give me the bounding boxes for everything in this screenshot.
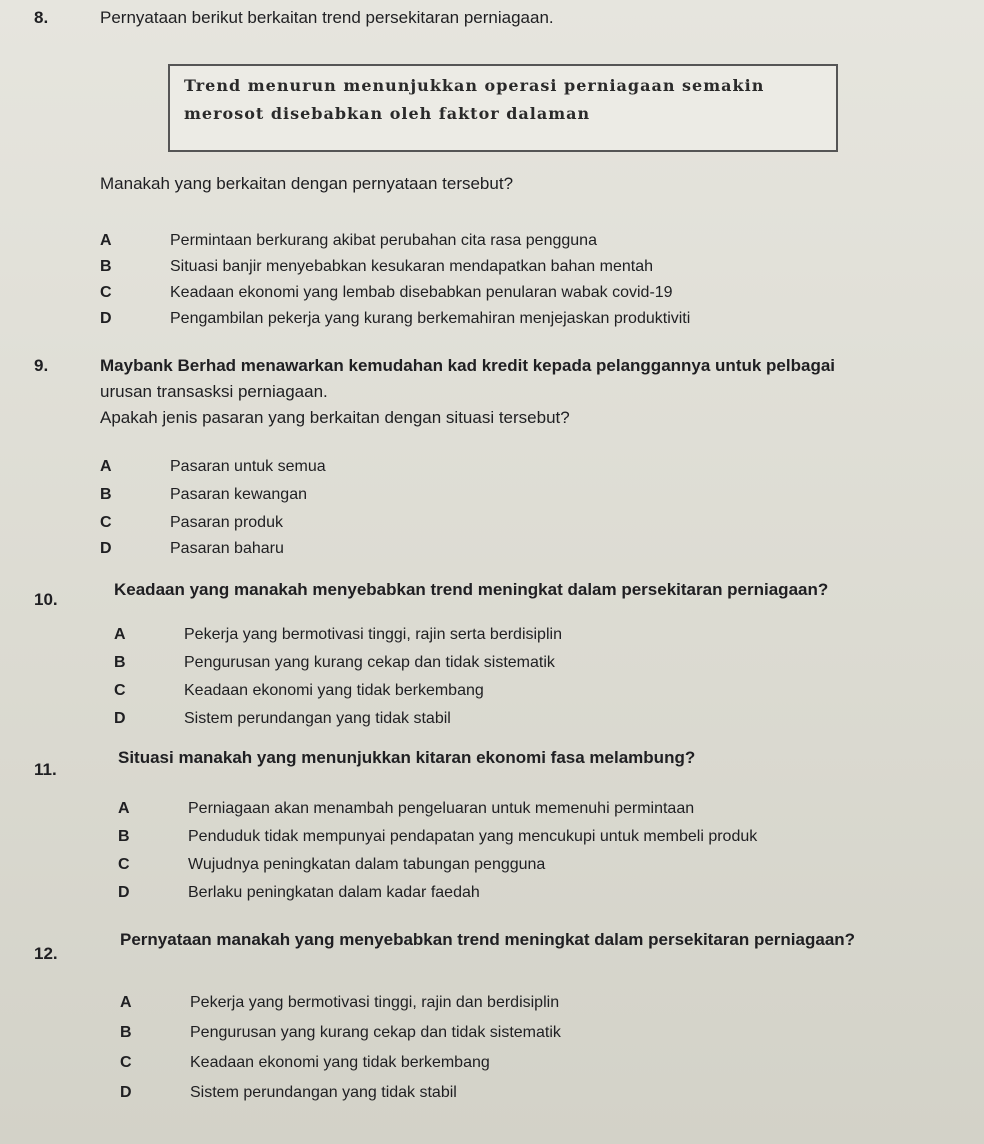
option-d[interactable] xyxy=(100,540,960,562)
option-letter: D xyxy=(100,310,112,327)
option-b[interactable] xyxy=(114,654,974,676)
question-stem: Pernyataan manakah yang menyebabkan trend meningkat dalam persekitaran perniagaan? xyxy=(120,930,856,949)
option-text: Permintaan berkurang akibat perubahan cita rasa pengguna xyxy=(170,232,597,249)
option-text: Situasi banjir menyebabkan kesukaran mendapatkan bahan mentah xyxy=(170,258,653,275)
option-letter: B xyxy=(100,258,112,275)
option-letter: A xyxy=(118,800,130,817)
option-letter: D xyxy=(120,1084,132,1101)
option-a[interactable] xyxy=(114,626,974,648)
option-text: Wujudnya peningkatan dalam tabungan pengguna xyxy=(188,856,546,873)
option-text: Sistem perundangan yang tidak stabil xyxy=(190,1084,457,1101)
option-b[interactable] xyxy=(120,1024,980,1046)
option-c[interactable] xyxy=(120,1054,980,1076)
option-text: Pengurusan yang kurang cekap dan tidak sistematik xyxy=(190,1024,561,1041)
question-number: 9. xyxy=(34,356,49,375)
question-number: 11. xyxy=(34,760,57,779)
statement-line: Trend menurun menunjukkan operasi perniagaan semakin xyxy=(184,76,765,95)
option-d[interactable] xyxy=(118,884,978,906)
option-a[interactable] xyxy=(100,232,960,254)
option-text: Keadaan ekonomi yang tidak berkembang xyxy=(190,1054,490,1071)
option-text: Pasaran baharu xyxy=(170,540,284,557)
option-letter: D xyxy=(100,540,112,557)
option-d[interactable] xyxy=(114,710,974,732)
option-letter: C xyxy=(114,682,126,699)
option-c[interactable] xyxy=(100,514,960,536)
option-b[interactable] xyxy=(100,486,960,508)
option-letter: C xyxy=(100,514,112,531)
statement-box xyxy=(168,64,838,152)
option-letter: B xyxy=(100,486,112,503)
option-letter: B xyxy=(114,654,126,671)
option-letter: D xyxy=(118,884,130,901)
option-text: Pasaran produk xyxy=(170,514,283,531)
option-letter: C xyxy=(100,284,112,301)
option-text: Pasaran untuk semua xyxy=(170,458,326,475)
option-letter: B xyxy=(118,828,130,845)
option-text: Sistem perundangan yang tidak stabil xyxy=(184,710,451,727)
option-a[interactable] xyxy=(120,994,980,1016)
question-stem: Maybank Berhad menawarkan kemudahan kad kredit kepada pelanggannya untuk pelbagai xyxy=(100,356,836,375)
option-text: Keadaan ekonomi yang lembab disebabkan penularan wabak covid-19 xyxy=(170,284,673,301)
statement-line: merosot disebabkan oleh faktor dalaman xyxy=(184,104,591,123)
option-b[interactable] xyxy=(118,828,978,850)
option-letter: A xyxy=(100,232,112,249)
option-letter: C xyxy=(120,1054,132,1071)
option-letter: D xyxy=(114,710,126,727)
question-stem: Pernyataan berikut berkaitan trend persekitaran perniagaan. xyxy=(100,8,554,27)
option-text: Berlaku peningkatan dalam kadar faedah xyxy=(188,884,480,901)
option-text: Keadaan ekonomi yang tidak berkembang xyxy=(184,682,484,699)
option-c[interactable] xyxy=(114,682,974,704)
option-text: Pekerja yang bermotivasi tinggi, rajin serta berdisiplin xyxy=(184,626,562,643)
option-c[interactable] xyxy=(100,284,960,306)
option-text: Perniagaan akan menambah pengeluaran untuk memenuhi permintaan xyxy=(188,800,695,817)
option-text: Pengurusan yang kurang cekap dan tidak sistematik xyxy=(184,654,555,671)
option-d[interactable] xyxy=(100,310,960,332)
question-prompt: Manakah yang berkaitan dengan pernyataan tersebut? xyxy=(100,174,514,193)
question-number: 12. xyxy=(34,944,58,963)
option-a[interactable] xyxy=(118,800,978,822)
option-letter: A xyxy=(100,458,112,475)
option-c[interactable] xyxy=(118,856,978,878)
option-letter: C xyxy=(118,856,130,873)
option-text: Penduduk tidak mempunyai pendapatan yang mencukupi untuk membeli produk xyxy=(188,828,758,845)
option-letter: A xyxy=(114,626,126,643)
question-stem: Situasi manakah yang menunjukkan kitaran ekonomi fasa melambung? xyxy=(118,748,696,767)
question-number: 8. xyxy=(34,8,49,27)
question-prompt: Apakah jenis pasaran yang berkaitan dengan situasi tersebut? xyxy=(100,408,570,427)
question-stem: urusan transasksi perniagaan. xyxy=(100,382,328,401)
option-text: Pengambilan pekerja yang kurang berkemahiran menjejaskan produktiviti xyxy=(170,310,691,327)
question-stem: Keadaan yang manakah menyebabkan trend meningkat dalam persekitaran perniagaan? xyxy=(114,580,829,599)
option-letter: B xyxy=(120,1024,132,1041)
option-a[interactable] xyxy=(100,458,960,480)
option-d[interactable] xyxy=(120,1084,980,1106)
option-letter: A xyxy=(120,994,132,1011)
option-b[interactable] xyxy=(100,258,960,280)
option-text: Pasaran kewangan xyxy=(170,486,307,503)
question-number: 10. xyxy=(34,590,58,609)
option-text: Pekerja yang bermotivasi tinggi, rajin dan berdisiplin xyxy=(190,994,560,1011)
